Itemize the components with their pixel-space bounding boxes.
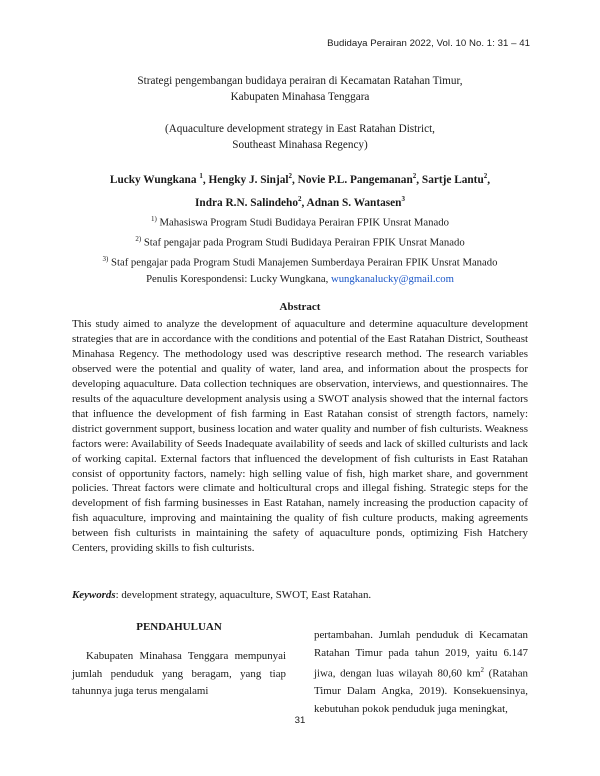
abstract-text: This study aimed to analyze the development of aquaculture and determine aquaculture development strategies that are in accordance with the conditions and potential of the East Ratahan District, Southeast Minahasa Regency. The methodology used was descriptive research method. The research variables observed were the potential and quality of water, land area, and information about the prospects for developing aquaculture. Data collection techniques are observation, interviews, and questionnaires. The results of the aquaculture development analysis using a SWOT analysis showed that the internal factors that influence the development of fish farming in East Ratahan consist of strength factors, namely: district government support, business location and water quality and number of fish culturists. Weakness factors were: Availability of Seeds Inadequate availability of seeds and lack of skilled culturists and lack of working capital. External factors that influenced the development of fish culturists in East Ratahan consist of opportunity factors, namely: high selling value of fish, high market share, and government policies. Threat factors were climate and holticultural crops and illegal fishing. Strategic steps for the development of fish farming businesses in East Ratahan, namely increasing the production capacity of fish aquaculture, improving and maintaining the quality of fish culture products, making agreements between fish culturists in maintaining the safety of aquaculture ponds, optimizing Fish Hatchery Centers, providing skills to fish culturists. xyxy=(72,318,528,555)
affiliation-line xyxy=(0,231,600,251)
intro-paragraph-left: Kabupaten Minahasa Tenggara mempunyai jumlah penduduk yang beragam, yang tiap tahunnya juga terus mengalami xyxy=(72,650,286,697)
author-affiliation-number: 3 xyxy=(401,194,405,203)
affiliation-text: Mahasiswa Program Studi Budidaya Perairan FPIK Unsrat Manado xyxy=(156,216,449,229)
section-heading: PENDAHULUAN xyxy=(136,621,222,633)
author-affiliation-number: 1 xyxy=(199,172,203,180)
article-title-english xyxy=(0,121,600,154)
affiliation-number: 3) xyxy=(102,255,109,264)
affiliation-text: Staf pengajar pada Program Studi Budidaya Perairan FPIK Unsrat Manado xyxy=(141,236,465,249)
author-affiliation-number: 2 xyxy=(483,172,488,180)
affiliation-text: Staf pengajar pada Program Studi Manajemen Sumberdaya Perairan FPIK Unsrat Manado xyxy=(108,256,498,269)
affiliation-line xyxy=(0,251,600,271)
superscript-2: 2 xyxy=(480,666,485,674)
corresponding-label: Penulis Korespondensi: Lucky Wungkana, xyxy=(146,273,331,286)
keywords-label: Keywords xyxy=(72,589,116,601)
article-title xyxy=(0,73,600,106)
page-number: 31 xyxy=(294,715,306,726)
keywords xyxy=(72,589,528,601)
affiliation-number: 1) xyxy=(151,215,157,223)
corresponding-author xyxy=(0,271,600,288)
author-name: Hengky J. Sinjal xyxy=(208,173,289,186)
author-name: Novie P.L. Pangemanan xyxy=(297,173,413,186)
title-line-2: Kabupaten Minahasa Tenggara xyxy=(230,91,370,104)
abstract-heading: Abstract xyxy=(279,301,321,313)
affiliations xyxy=(0,211,600,288)
author-separator: , xyxy=(202,173,209,186)
author-name: Adnan S. Wantasen xyxy=(306,196,402,209)
intro-text-part-1: pertambahan. Jumlah penduduk di Kecamatan Ratahan Timur pada tahun 2019, yaitu 6.147 jiwa, dengan luas wilayah 80,60 km xyxy=(314,629,528,680)
keywords-text: : development strategy, aquaculture, SWOT, East Ratahan. xyxy=(115,589,372,601)
affiliation-number: 2) xyxy=(135,235,142,244)
title-english-line-1: (Aquaculture development strategy in East Ratahan District, xyxy=(165,123,435,135)
author-separator: , xyxy=(416,173,422,186)
author-affiliation-number: 2 xyxy=(412,172,417,180)
author-name: Lucky Wungkana xyxy=(109,173,200,186)
author-separator: , xyxy=(301,196,307,209)
running-header: Budidaya Perairan 2022, Vol. 10 No. 1: 31 – 41 xyxy=(327,38,530,49)
email-link[interactable]: wungkanalucky@gmail.com xyxy=(330,273,454,286)
author-line-2 xyxy=(0,190,600,213)
affiliation-line xyxy=(0,211,600,231)
author-name: Sartje Lantu xyxy=(421,173,484,186)
intro-paragraph-right xyxy=(314,627,528,718)
author-line-1 xyxy=(0,167,600,190)
intro-text-part-2: (Ratahan Timur Dalam Angka, 2019). Konsekuensinya, kebutuhan pokok penduduk juga meningkat, xyxy=(314,667,528,715)
author-list xyxy=(0,167,600,213)
author-separator: , xyxy=(292,173,298,186)
title-line-1: Strategi pengembangan budidaya perairan di Kecamatan Ratahan Timur, xyxy=(137,75,463,87)
title-english-line-2: Southeast Minahasa Regency) xyxy=(232,139,368,152)
author-name: Indra R.N. Salindeho xyxy=(195,196,298,209)
author-separator: , xyxy=(487,173,491,186)
author-affiliation-number: 2 xyxy=(288,172,293,180)
author-affiliation-number: 2 xyxy=(298,194,302,203)
